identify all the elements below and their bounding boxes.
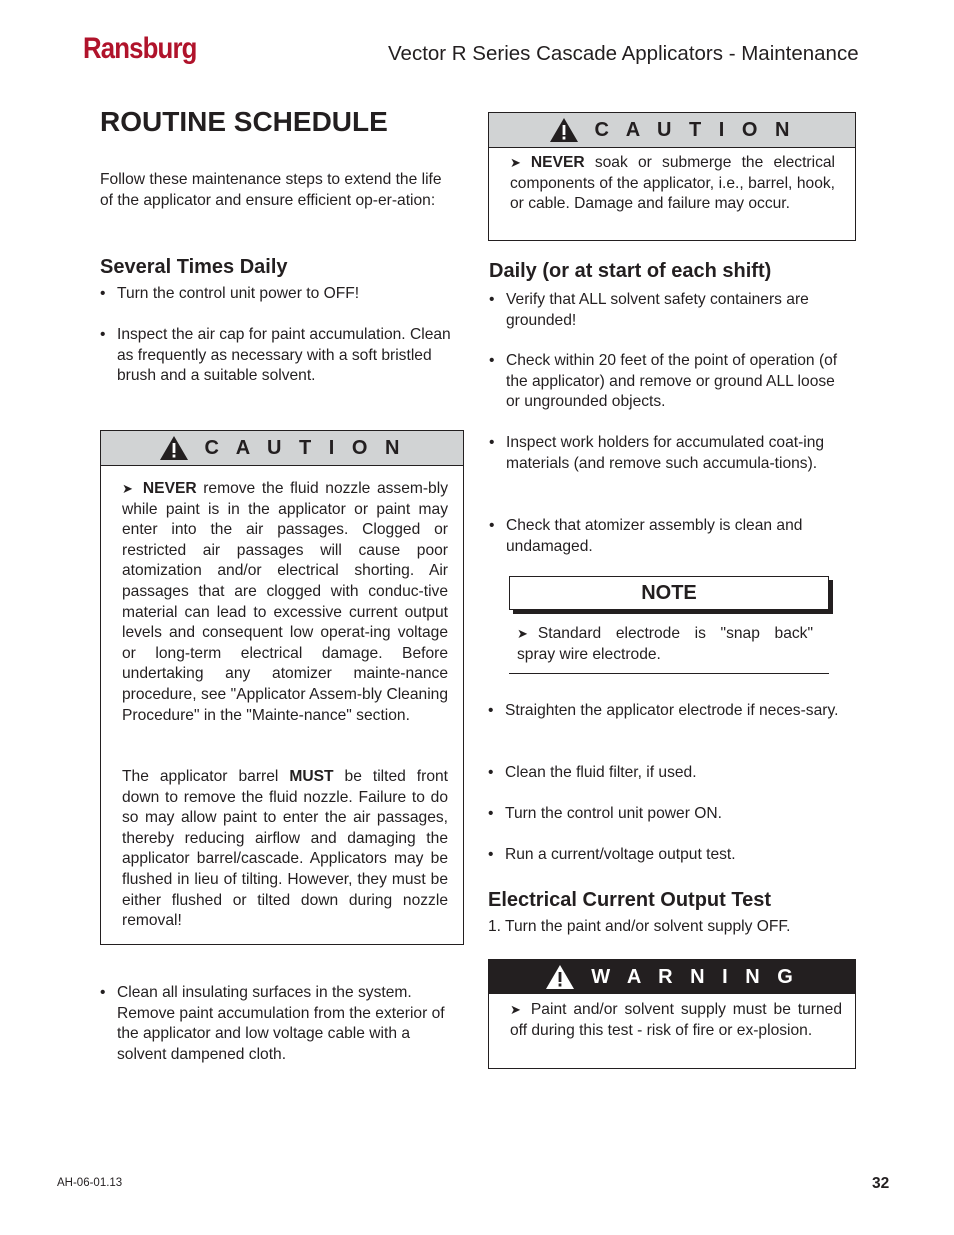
list-item — [100, 325, 460, 387]
section-heading-daily: Daily (or at start of each shift) — [489, 260, 772, 282]
bullet-dot: • — [489, 434, 495, 451]
bullet-dot: • — [488, 846, 494, 863]
list-item-text: Straighten the applicator electrode if neces-sary. — [505, 702, 839, 719]
warning-header — [489, 960, 855, 994]
bullet-dot: • — [489, 291, 495, 308]
list-item — [100, 983, 460, 1065]
list-item-text: Turn the control unit power to OFF! — [117, 285, 360, 302]
intro-paragraph: Follow these maintenance steps to extend the life of the applicator and ensure efficient op-er-ation: — [100, 171, 442, 209]
warning-triangle-icon — [159, 435, 189, 461]
page-title: ROUTINE SCHEDULE — [100, 106, 388, 137]
page-number: 32 — [872, 1175, 890, 1192]
bullet-dot: • — [489, 517, 495, 534]
list-item — [489, 516, 849, 557]
caution-box-nozzle — [100, 430, 464, 945]
caution-emphasis: NEVER — [142, 480, 197, 497]
warning-box — [488, 959, 856, 1069]
caution-body-2 — [122, 767, 448, 932]
caution-emphasis: MUST — [289, 768, 334, 785]
step-item: 1. Turn the paint and/or solvent supply OFF. — [488, 918, 791, 935]
bullet-dot: • — [488, 702, 494, 719]
bullet-dot: • — [100, 326, 106, 343]
arrow-bullet-icon: ➤ — [122, 481, 133, 496]
caution-header — [101, 431, 463, 466]
header-title: Vector R Series Cascade Applicators - Maintenance — [388, 42, 859, 65]
section-heading-several-times-daily: Several Times Daily — [100, 256, 288, 278]
caution-text: be tilted front down to remove the fluid nozzle. Failure to do so may allow paint to enter the air passages, thereby reducing airflow and damaging the applicator barrel/cascade. Applicators may be flushed in lieu of tilting. However, they must be either flushed or tilted down during nozzle removal! — [122, 768, 448, 930]
list-item — [488, 804, 848, 825]
note-text: Standard electrode is "snap back" spray wire electrode. — [517, 625, 813, 663]
caution-box-soak — [488, 112, 856, 241]
warning-body — [510, 1000, 842, 1041]
caution-text: The applicator barrel — [122, 768, 290, 785]
caution-text: remove the fluid nozzle assem-bly while paint is in the applicator or paint may enter into the air passages. Clogged or restricted air passages will cause poor atomization and/or electrical shorting. Air passages that are clogged with conduc-tive material can lead to excessive current output levels and consequent low operat-ing voltage or long-term electrical damage. Before undertaking any atomizer mainte-nance procedure, see "Applicator Assem-bly Cleaning Procedure" in the "Mainte-nance" section. — [122, 480, 448, 724]
list-item — [489, 290, 849, 331]
bullet-dot: • — [489, 352, 495, 369]
list-item-text: Check that atomizer assembly is clean and undamaged. — [506, 517, 803, 555]
arrow-bullet-icon: ➤ — [510, 155, 521, 170]
caution-body — [122, 479, 448, 726]
warning-triangle-icon — [545, 964, 575, 990]
list-item-text: Run a current/voltage output test. — [505, 846, 736, 863]
note-body — [517, 624, 813, 665]
list-item — [488, 763, 848, 784]
arrow-bullet-icon: ➤ — [517, 626, 528, 641]
warning-triangle-icon — [549, 117, 579, 143]
caution-text: soak or submerge the electrical components of the applicator, i.e., barrel, hook, or cable. Damage and failure may occur. — [510, 154, 835, 213]
bullet-dot: • — [100, 984, 106, 1001]
list-item-text: Check within 20 feet of the point of operation (of the applicator) and remove or ground ALL loose or ungrounded objects. — [506, 352, 838, 411]
list-item — [489, 433, 839, 474]
list-item-text: Turn the control unit power ON. — [505, 805, 722, 822]
caution-label: C A U T I O N — [204, 436, 406, 459]
list-item — [488, 701, 840, 722]
caution-emphasis: NEVER — [530, 154, 585, 171]
bullet-dot: • — [488, 764, 494, 781]
list-item-text: Clean all insulating surfaces in the system. Remove paint accumulation from the exterior of the applicator and low voltage cable with a solvent dampened cloth. — [117, 984, 445, 1063]
list-item — [489, 351, 851, 413]
list-item-text: Inspect the air cap for paint accumulation. Clean as frequently as necessary with a soft bristled brush and a suitable solvent. — [117, 326, 451, 385]
list-item — [100, 284, 460, 305]
note-header: NOTE — [509, 576, 829, 610]
section-heading-electrical-test: Electrical Current Output Test — [488, 889, 772, 911]
bullet-dot: • — [100, 285, 106, 302]
list-item-text: Inspect work holders for accumulated coat-ing materials (and remove such accumula-tions). — [506, 434, 825, 472]
brand-logo: Ransburg — [83, 32, 197, 65]
document-code: AH-06-01.13 — [57, 1177, 123, 1189]
arrow-bullet-icon: ➤ — [510, 1002, 521, 1017]
list-item-text: Clean the fluid filter, if used. — [505, 764, 697, 781]
list-item — [488, 845, 848, 866]
note-divider — [509, 673, 829, 674]
caution-header — [489, 113, 855, 148]
list-item-text: Verify that ALL solvent safety containers are grounded! — [506, 291, 809, 329]
caution-body — [510, 153, 835, 215]
warning-label: W A R N I N G — [591, 965, 799, 988]
warning-text: Paint and/or solvent supply must be turned off during this test - risk of fire or ex-plosion. — [510, 1001, 842, 1039]
caution-label: C A U T I O N — [594, 118, 796, 141]
bullet-dot: • — [488, 805, 494, 822]
